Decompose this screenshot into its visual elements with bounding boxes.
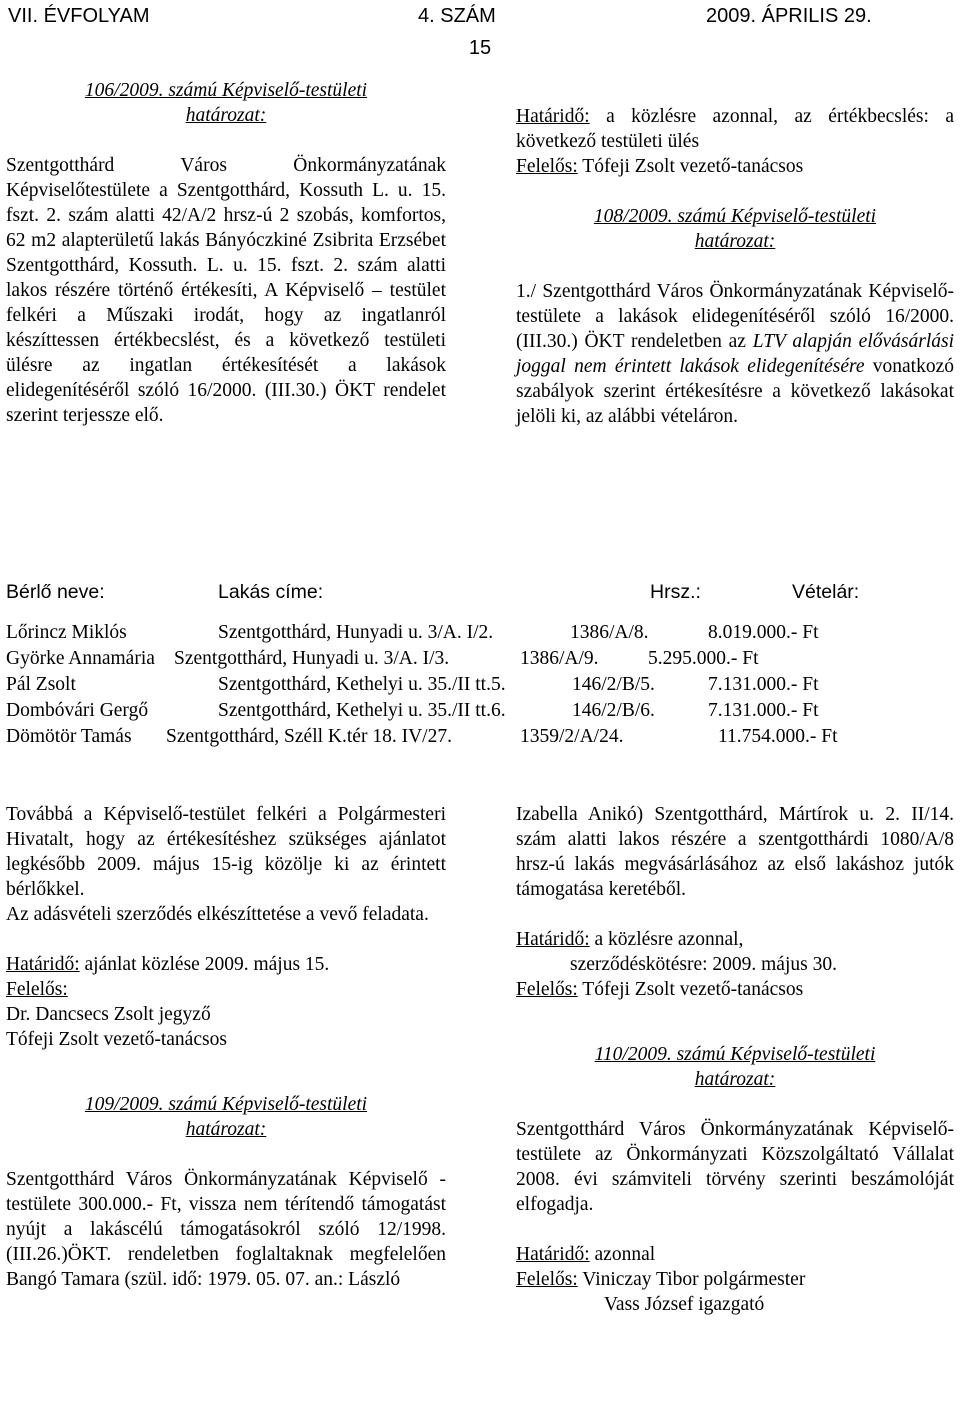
apartment-table	[6, 580, 906, 750]
resolution-110-title: 110/2009. számú Képviselő-testületi határozat:	[594, 1044, 876, 1090]
page-number: 15	[468, 37, 492, 59]
responsible-109: Felelős: Tófeji Zsolt vezető-tanácsos	[516, 979, 804, 1000]
table-row: Lőrincz Miklós Szentgotthárd, Hunyadi u. 3/A. I/2. 1386/A/8. 8.019.000.- Ft	[6, 622, 819, 643]
resolution-108-body: 1./ Szentgotthárd Város Önkormányzatának Képviselő-testülete a lakások elidegenítéséről szóló 16/2000. (III.30.) ÖKT rendeletben az LTV alapján elővásárlási joggal nem érintett lakások elidegenítésére vonatkozó szabályok szerint értékesítésre a következő lakásokat jelöli ki, az alábbi vételáron.	[516, 281, 955, 427]
resolution-108-continued	[6, 802, 446, 1292]
responsible-108-2: Tófeji Zsolt vezető-tanácsos	[6, 1029, 227, 1050]
header-issue: 4. SZÁM	[418, 5, 496, 27]
responsible-110: Felelős: Viniczay Tibor polgármester	[516, 1269, 806, 1290]
responsible-108-1: Dr. Dancsecs Zsolt jegyző	[6, 1004, 211, 1025]
header-grade: VII. ÉVFOLYAM	[8, 5, 150, 27]
deadline-110: Határidő: azonnal	[516, 1244, 656, 1265]
header-date: 2009. ÁPRILIS 29.	[706, 5, 872, 27]
table-row: Györke Annamária Szentgotthárd, Hunyadi u. 3/A. I/3. 1386/A/9. 5.295.000.- Ft	[6, 648, 759, 669]
deadline-109-contract: szerződéskötésre: 2009. május 30.	[570, 954, 837, 975]
responsible-110-2: Vass József igazgató	[604, 1294, 765, 1315]
table-row: Pál Zsolt Szentgotthárd, Kethelyi u. 35./II tt.5. 146/2/B/5. 7.131.000.- Ft	[6, 674, 819, 695]
resolution-109-body-cont: Izabella Anikó) Szentgotthárd, Mártírok u. 2. II/14. szám alatti lakos részére a szentgotthárdi 1080/A/8 hrsz-ú lakás megvásárlásához az első lakáshoz jutók támogatása keretéből.	[516, 804, 954, 900]
table-row: Dombóvári Gergő Szentgotthárd, Kethelyi u. 35./II tt.6. 146/2/B/6. 7.131.000.- Ft	[6, 700, 819, 721]
resolution-110-body: Szentgotthárd Város Önkormányzatának Képviselő-testülete az Önkormányzati Közszolgáltató Vállalat 2008. évi számviteli törvény szerinti beszámolóját elfogadja.	[516, 1119, 954, 1215]
resolution-108-title: 108/2009. számú Képviselő-testületi határozat:	[593, 206, 877, 252]
table-header: Bérlő neve: Lakás címe: Hrsz.: Vételár:	[6, 581, 860, 603]
table-row: Dömötör Tamás Szentgotthárd, Széll K.tér 18. IV/27. 1359/2/A/24. 11.754.000.- Ft	[6, 726, 838, 747]
resolution-109-continued	[516, 802, 954, 1317]
deadline-106: Határidő: a közlésre azonnal, az értékbecslés: a következő testületi ülés	[516, 106, 955, 152]
deadline-109: Határidő: a közlésre azonnal,	[516, 929, 744, 950]
paragraph-contract: Az adásvételi szerződés elkészíttetése a vevő feladata.	[6, 904, 429, 925]
resolution-109-title: 109/2009. számú Képviselő-testületi határozat:	[84, 1094, 368, 1140]
deadline-108: Határidő: ajánlat közlése 2009. május 15.	[6, 954, 330, 975]
resolution-106-title: 106/2009. számú Képviselő-testületi határozat:	[84, 80, 368, 126]
resolution-106-body: Szentgotthárd Város Önkormányzatának Képviselőtestülete a Szentgotthárd, Kossuth L. u. 15. fszt. 2. szám alatti 42/A/2 hrsz-ú 2 szobás, komfortos, 62 m2 alapterületű lakás Bányóczkiné Zsibrita Erzsébet Szentgotthárd, Kossuth. L. u. 15. fszt. 2. szám alatti lakos részére történő értékesíti, A Képviselő – testület felkéri a Műszaki irodát, hogy az ingatlanról készíttessen értékbecslést, és a következő testületi ülésre az ingatlan értékesítését a lakások elidegenítéséről szóló 16/2000. (III.30.) ÖKT rendelet szerint terjessze elő.	[6, 155, 446, 426]
page-header	[0, 4, 960, 34]
responsible-108-label: Felelős:	[6, 979, 68, 1000]
resolution-106-deadlines	[516, 104, 954, 429]
responsible-106: Felelős: Tófeji Zsolt vezető-tanácsos	[516, 156, 804, 177]
resolution-109-body: Szentgotthárd Város Önkormányzatának Képviselő - testülete 300.000.- Ft, vissza nem térítendő támogatást nyújt a lakáscélú támogatásokról szóló 12/1998.(III.26.)ÖKT. rendeletben foglaltaknak megfelelően Bangó Tamara (szül. idő: 1979. 05. 07. an.: László	[6, 1169, 446, 1290]
resolution-106	[6, 78, 446, 428]
paragraph-further: Továbbá a Képviselő-testület felkéri a Polgármesteri Hivatalt, hogy az értékesítéshez szükséges ajánlatot legkésőbb 2009. május 15-ig közölje ki az érintett bérlőkkel.	[6, 804, 446, 900]
